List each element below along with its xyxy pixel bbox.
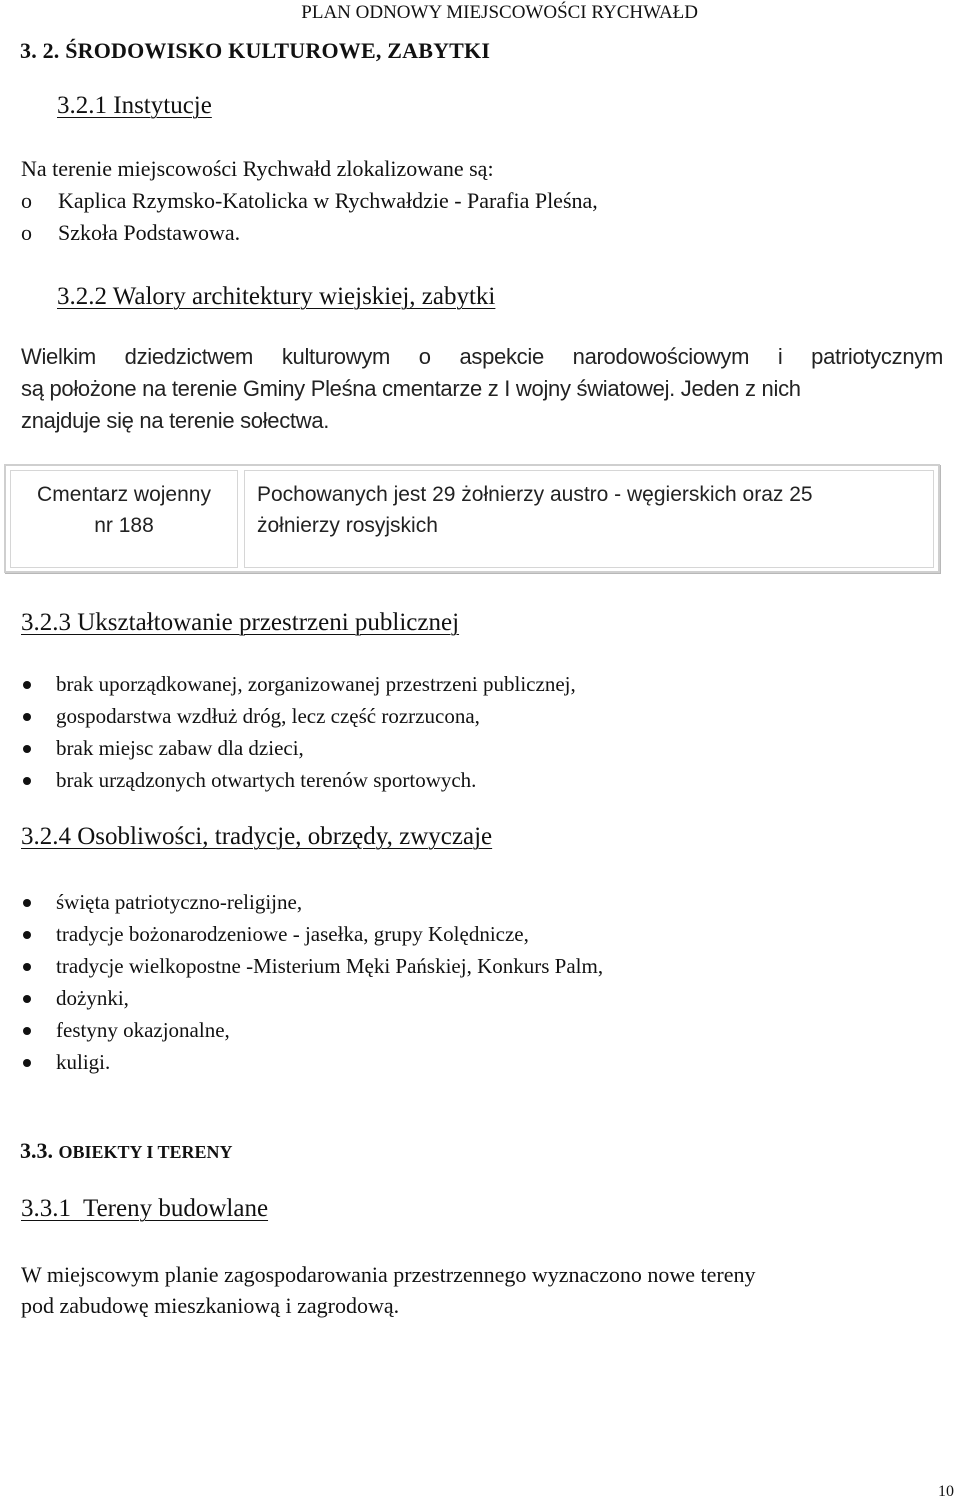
table-cell-name [10,470,238,568]
bullet-icon [23,963,31,971]
list-item-text: kuligi. [56,1050,111,1074]
list-item-text: festyny okazjonalne, [56,1018,230,1042]
list-item [56,986,129,1011]
list-item-text: tradycje wielkopostne -Misterium Męki Pańskiej, Konkurs Palm, [56,954,604,978]
list-item [56,890,302,915]
subsection-heading-3-2-2: 3.2.2 Walory architektury wiejskiej, zabytki [57,283,496,310]
page-number: 10 [938,1483,954,1500]
bullet-icon [23,745,31,753]
section-heading-3-2: 3. 2. ŚRODOWISKO KULTUROWE, ZABYTKI [20,38,491,63]
subsection-heading-3-2-1: 3.2.1 Instytucje [57,92,212,119]
cell-line: nr 188 [94,514,154,537]
paragraph-line: Wielkim dziedzictwem kulturowym o aspekcie narodowościowym i patriotycznym [21,344,943,369]
bullet-icon [23,1027,31,1035]
list-item [56,736,304,761]
list-item [56,954,603,979]
list-item-text: brak urządzonych otwartych terenów sportowych. [56,768,477,792]
table-cell-description [244,470,934,568]
running-header: PLAN ODNOWY MIEJSCOWOŚCI RYCHWAŁD [301,2,698,23]
list-item [56,704,480,729]
intro-text: Na terenie miejscowości Rychwałd zlokalizowane są: [21,156,494,181]
section-title: OBIEKTY I TERENY [58,1142,233,1162]
bullet-icon [23,995,31,1003]
list-marker: o [21,220,32,245]
list-item-text: Szkoła Podstawowa. [58,220,241,245]
list-item-text: brak miejsc zabaw dla dzieci, [56,736,304,760]
cell-line: żołnierzy rosyjskich [257,514,438,537]
list-item-text: Kaplica Rzymsko-Katolicka w Rychwałdzie - Parafia Pleśna, [58,188,598,213]
cell-line: Pochowanych jest 29 żołnierzy austro - węgierskich oraz 25 [257,483,813,506]
list-item [56,1050,110,1075]
section-number: 3.3. [20,1138,53,1163]
subsection-heading-3-2-4: 3.2.4 Osobliwości, tradycje, obrzędy, zwyczaje [21,823,493,850]
paragraph-line: pod zabudowę mieszkaniową i zagrodową. [21,1293,400,1318]
subsection-heading-3-2-3: 3.2.3 Ukształtowanie przestrzeni publicznej [21,609,460,636]
subsection-heading-3-3-1: 3.3.1 Tereny budowlane [21,1195,269,1222]
list-item-text: gospodarstwa wzdłuż dróg, lecz część rozrzucona, [56,704,480,728]
paragraph-walory [21,341,943,437]
bullet-icon [23,1059,31,1067]
list-item [56,1018,230,1043]
list-item [56,922,529,947]
bullet-icon [23,777,31,785]
list-item [56,672,576,697]
bullet-icon [23,899,31,907]
cemetery-table [4,464,940,573]
cell-line: Cmentarz wojenny [37,483,211,506]
list-marker: o [21,188,32,213]
bullet-icon [23,713,31,721]
bullet-icon [23,931,31,939]
list-item [21,188,598,214]
list-item-text: tradycje bożonarodzeniowe - jasełka, grupy Kolędnicze, [56,922,529,946]
list-item-text: brak uporządkowanej, zorganizowanej przestrzeni publicznej, [56,672,576,696]
list-item-text: dożynki, [56,986,129,1010]
section-heading-3-3 [20,1138,233,1164]
paragraph-tereny [21,1259,755,1321]
paragraph-line: W miejscowym planie zagospodarowania przestrzennego wyznaczono nowe tereny [21,1262,756,1287]
paragraph-line: są położone na terenie Gminy Pleśna cmentarze z I wojny światowej. Jeden z nich [21,376,801,401]
list-item-text: święta patriotyczno-religijne, [56,890,303,914]
list-item [56,768,476,793]
bullet-icon [23,681,31,689]
list-item [21,220,241,246]
paragraph-line: znajduje się na terenie sołectwa. [21,408,330,433]
